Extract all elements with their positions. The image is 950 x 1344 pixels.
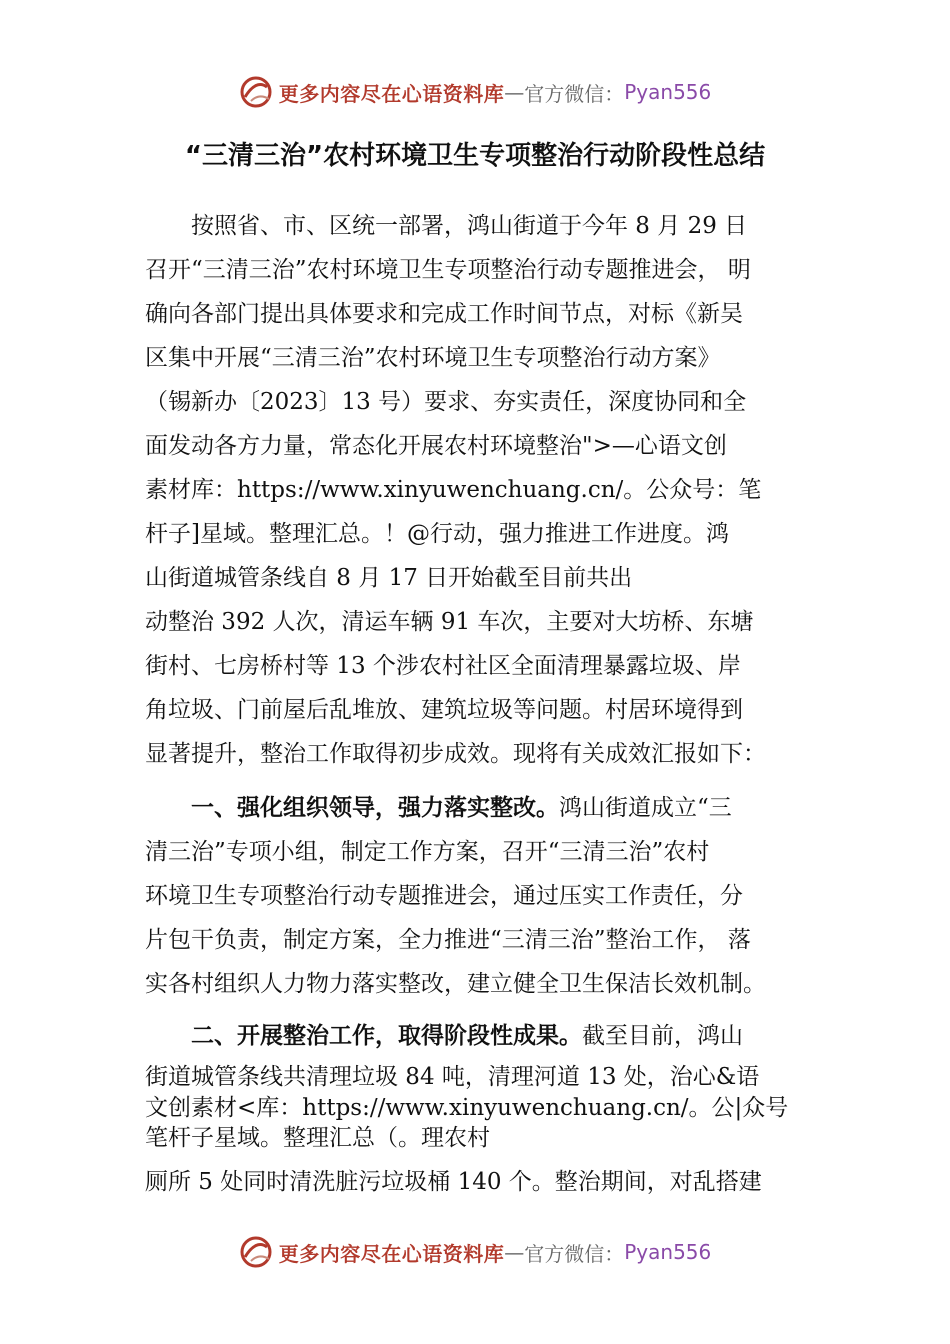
section2-line: 笔杆子星域。整理汇总（。理农村	[145, 1125, 490, 1151]
logo-icon	[239, 75, 273, 109]
section1-line: 清三治”专项小组，制定工作方案，召开“三清三治”农村	[145, 839, 710, 865]
section2-heading: 二、开展整治工作，取得阶段性成果。	[191, 1023, 582, 1049]
footer-banner	[0, 1232, 950, 1272]
banner-wechat-label: 官方微信：	[524, 81, 625, 106]
banner-wechat-id: Pyan556	[624, 80, 712, 104]
banner-brand-text: 更多内容尽在心语资料库	[278, 81, 505, 106]
section2-line: 厕所 5 处同时清洗脏污垃圾桶 140 个。整治期间，对乱搭建	[145, 1169, 762, 1195]
para1-line: 按照省、市、区统一部署，鸿山街道于今年 8 月 29 日	[145, 213, 748, 239]
logo-icon	[239, 1235, 273, 1269]
banner-wechat-label: 官方微信：	[524, 1241, 625, 1266]
section1-line: 实各村组织人力物力落实整改，建立健全卫生保洁长效机制。	[145, 971, 766, 997]
section2-first-line	[145, 1017, 743, 1050]
para1-line: 素材库：https://www.xinyuwenchuang.cn/。公众号：笔	[145, 477, 762, 503]
section2-line: 文创素材<库：https://www.xinyuwenchuang.cn/。公|众号	[145, 1095, 789, 1121]
para1-line: 确向各部门提出具体要求和完成工作时间节点，对标《新吴	[145, 301, 743, 327]
section1-line: 环境卫生专项整治行动专题推进会，通过压实工作责任，分	[145, 883, 743, 909]
para1-line: 街村、七房桥村等 13 个涉农村社区全面清理暴露垃圾、岸	[145, 653, 741, 679]
para1-line: 显著提升，整治工作取得初步成效。现将有关成效汇报如下：	[145, 741, 766, 767]
para1-line: 角垃圾、门前屋后乱堆放、建筑垃圾等问题。村居环境得到	[145, 697, 743, 723]
document-title: “三清三治”农村环境卫生专项整治行动阶段性总结	[184, 141, 766, 171]
para1-line: 区集中开展“三清三治”农村环境卫生专项整治行动方案》	[145, 345, 721, 371]
banner-dash: —	[504, 80, 525, 104]
banner-wechat-id: Pyan556	[624, 1240, 712, 1264]
section1-heading: 一、强化组织领导，强力落实整改。	[191, 795, 559, 821]
section2-line: 街道城管条线共清理垃圾 84 吨，清理河道 13 处，治心&语	[145, 1064, 760, 1090]
section1-first-line-text: 鸿山街道成立“三	[559, 795, 732, 821]
banner-dash: —	[504, 1240, 525, 1264]
para1-line: 山街道城管条线自 8 月 17 日开始截至目前共出	[145, 565, 633, 591]
para1-line: 召开“三清三治”农村环境卫生专项整治行动专题推进会， 明	[145, 257, 751, 283]
section1-line: 片包干负责，制定方案，全力推进“三清三治”整治工作， 落	[145, 927, 751, 953]
header-banner	[0, 72, 950, 112]
para1-line: 面发动各方力量，常态化开展农村环境整治">—心语文创	[145, 433, 727, 459]
banner-brand-text: 更多内容尽在心语资料库	[278, 1241, 505, 1266]
para1-line: （锡新办〔2023〕13 号）要求、夯实责任，深度协同和全	[145, 389, 747, 415]
para1-line: 杆子]星域。整理汇总。！@行动，强力推进工作进度。鸿	[145, 521, 729, 547]
para1-line: 动整治 392 人次，清运车辆 91 车次，主要对大坊桥、东塘	[145, 609, 754, 635]
section1-first-line	[145, 789, 732, 822]
section2-first-line-text: 截至目前，鸿山	[582, 1023, 743, 1049]
